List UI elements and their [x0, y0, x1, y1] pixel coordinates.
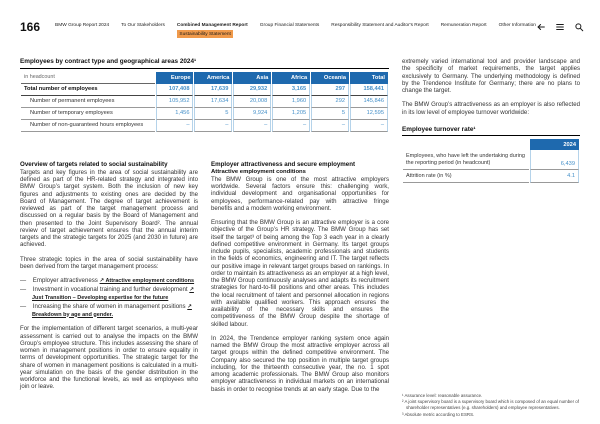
cell: 145,846 [350, 96, 388, 108]
cell: 3,165 [272, 84, 310, 96]
header-icons [536, 21, 584, 32]
cell: – [156, 120, 194, 132]
cell: 20,008 [233, 96, 271, 108]
list-item [20, 286, 198, 302]
nav-other-information[interactable]: Other Information [498, 23, 536, 28]
row-label: Number of permanent employees [21, 96, 155, 108]
link-just-transition[interactable]: ↗ Just Transition – Developing expertise for the future [32, 286, 194, 301]
footnote-1: ¹ Assurance level: reasonable assurance. [402, 392, 483, 398]
table-row-non-guaranteed-hours [21, 120, 388, 132]
strategic-topics-list [20, 277, 198, 318]
page-content [0, 58, 600, 420]
page-number: 166 [20, 20, 41, 34]
row-label: Number of temporary employees [21, 108, 155, 120]
cell: – [194, 120, 232, 132]
footnote-3: ³ Absolute metric according to ESRS. [402, 411, 475, 417]
cell: 158,441 [350, 84, 388, 96]
col-header-2024: 2024 [530, 139, 579, 150]
nav-to-our-stakeholders[interactable]: To Our Stakeholders [121, 23, 165, 28]
top-nav-bar [0, 0, 600, 46]
row-label: Total number of employees [21, 84, 155, 96]
col-header-asia: Asia [233, 72, 271, 84]
cell: 9,924 [233, 108, 271, 120]
unit-label: in headcount [21, 72, 155, 84]
section-heading-employer-attractiveness: Employer attractiveness and secure employment [211, 160, 356, 168]
paragraph: Targets and key figures in the area of social sustainability are defined as part of the HR-related strategy and integrated into BMW Group’s target system. Both the inclusion of new key figures and adjustments to existing ones are decided by the Board of Management. The degree of target achievement is reviewed as part of the target management process and discussed on a regular basis by the Board of Management and then presented to the Joint Supervisory Board². The annual review of target achievement ensures that the annual interim targets and the strategic targets for 2025 (and 2030 in future) are achieved. [20, 168, 198, 249]
cell: 17,634 [194, 96, 232, 108]
nav-group-financial-statements[interactable]: Group Financial Statements [259, 23, 320, 28]
table-of-contents-icon[interactable] [555, 22, 565, 32]
subheading-attractive-employment: Attractive employment conditions [211, 168, 306, 175]
cell: 292 [311, 96, 349, 108]
table-row-total-employees [21, 84, 388, 96]
row-label: Number of non-guaranteed hours employees [21, 120, 155, 132]
col-header-total: Total [350, 72, 388, 84]
list-item [20, 303, 198, 319]
empty-cell [403, 139, 529, 150]
footnotes [402, 393, 580, 420]
row-label: Employees, who have left the undertaking during the reporting period (in headcount) [403, 150, 529, 170]
nav-combined-management-report-label: Combined Management Report [176, 23, 248, 28]
cell: – [350, 120, 388, 132]
cell: – [311, 120, 349, 132]
table-row-employees-left [403, 150, 579, 170]
col-header-america: America [194, 72, 232, 84]
nav-remuneration-report[interactable]: Remuneration Report [440, 23, 487, 28]
section-heading-targets: Overview of targets related to social sustainability [20, 160, 168, 168]
cell: – [272, 120, 310, 132]
row-label: Attrition rate (in %) [403, 170, 529, 183]
paragraph: In 2024, the Trendence employer ranking system once again named the BMW Group the most attractive employer across all target groups within the defined competitive environment. The Company also secured the top position in multiple target groups including, for the thirteenth consecutive year, the no. 1 spot among academic professionals. The BMW Group also monitors employer attractiveness in individual markets on an international basis in order to recognise trends at an early stage. Due to the [211, 334, 389, 393]
nav-combined-management-report[interactable] [177, 23, 248, 38]
cell: 29,932 [233, 84, 271, 96]
column-turnover [402, 58, 580, 420]
footnote-2: ² A joint supervisory board is a supervisory board which is composed of an equal number of shareholder representatives (e.g. shareholders) and employee representatives. [402, 399, 579, 411]
nav-bmw-group-report[interactable]: BMW Group Report 2024 [55, 23, 110, 28]
turnover-table-title: Employee turnover rate¹ [402, 126, 580, 137]
list-item-text: Increasing the share of women in management positions [32, 302, 186, 310]
cell: 5 [194, 108, 232, 120]
cell: 12,595 [350, 108, 388, 120]
cell: – [233, 120, 271, 132]
col-header-africa: Africa [272, 72, 310, 84]
link-attractive-employment-conditions[interactable]: ↗ Attractive employment conditions [99, 278, 195, 284]
link-breakdown-age-gender[interactable]: ↗ Breakdown by age and gender. [32, 303, 192, 318]
cell: 107,408 [156, 84, 194, 96]
col-header-oceania: Oceania [311, 72, 349, 84]
column-employer-attractiveness [211, 161, 389, 420]
cell: 105,952 [156, 96, 194, 108]
cell: 1,456 [156, 108, 194, 120]
cell: 6,439 [530, 150, 579, 170]
cell: 17,639 [194, 84, 232, 96]
cell: 1,205 [272, 108, 310, 120]
turnover-table-section [402, 126, 580, 183]
table-row-permanent-employees [21, 96, 388, 108]
table-row-attrition-rate [403, 170, 579, 183]
paragraph: For the implementation of different target scenarios, a multi-year assessment is carried out to analyse the impacts on the BMW Group’s employee structure. This includes assessing the share of women in management positions in order to ensure equality in terms of development opportunities. The strategic target for the share of women in management positions is calculated in a multi-year simulation on the basis of the gender distribution in the workforce and the functional levels, as well as employees who join or leave. [20, 325, 198, 391]
paragraph: Three strategic topics in the area of social sustainability have been derived from the target management process: [20, 255, 198, 270]
employees-table-header-row [21, 72, 388, 84]
list-item-text: Employer attractiveness [32, 277, 98, 284]
list-item [20, 277, 198, 285]
nav-responsibility-statement[interactable]: Responsibility Statement and Auditor's Report [331, 23, 429, 28]
cell: 4.1 [530, 170, 579, 183]
search-icon[interactable] [574, 22, 584, 32]
paragraph: The BMW Group is one of the most attractive employers worldwide. Several factors ensure this: challenging work, individual development and organisational opportunities for employees, performance-related pay with attractive fringe benefits and a modern working environment. [211, 175, 389, 212]
employees-table [20, 72, 389, 132]
nav-menu [55, 21, 536, 38]
paragraph: extremely varied international tool and provider landscape and the specificity of market requirements, the target applies exclusively to Germany. The underlying methodology is defined by the Trendence Institute for Germany; there are no plans to change the target. [402, 58, 580, 94]
paragraph: Ensuring that the BMW Group is an attractive employer is a core objective of the Group’s HR strategy. The BMW Group has set itself the target³ of being among the Top 3 each year in a clearly defined competitive environment in Germany. Its target groups include pupils, specialists, academic professionals and students in the fields of economics, engineering and IT. The target reflects our positive image in relevant target groups based on rankings. In order to maintain its attractiveness as an employer at a high level, the BMW Group continuously analyses and adapts its recruitment strategies for hard-to-fill positions and other areas. This includes the local recruitment of talent and personnel allocation in regions with available qualified workers. This approach ensures the availability of the necessary skills and ensures the competitiveness of the BMW Group despite the shortage of skilled labour. [211, 219, 389, 328]
cell: 297 [311, 84, 349, 96]
paragraph: The BMW Group’s attractiveness as an employer is also reflected in its low level of employee turnover worldwide: [402, 101, 580, 116]
employees-table-section [20, 58, 389, 152]
table-row-temporary-employees [21, 108, 388, 120]
cell: 5 [311, 108, 349, 120]
employees-table-title: Employees by contract type and geographical areas 2024¹ [20, 58, 389, 69]
nav-sustainability-statement[interactable]: Sustainability Statement [177, 30, 233, 38]
turnover-table [402, 139, 580, 183]
cell: 1,960 [272, 96, 310, 108]
back-arrow-icon[interactable] [536, 22, 546, 32]
column-targets-overview [20, 161, 198, 420]
col-header-europe: Europe [156, 72, 194, 84]
turnover-table-header-row [403, 139, 579, 150]
list-item-text: Investment in vocational training and further development [32, 285, 188, 293]
